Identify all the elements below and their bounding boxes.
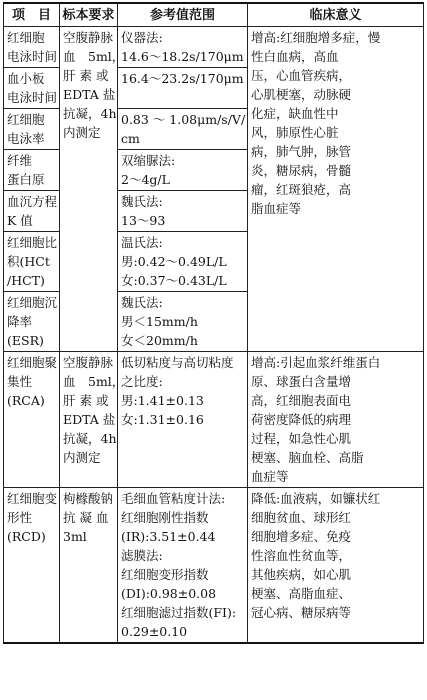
reference-line: 0.83 ～ 1.08μm/s/V/	[121, 112, 246, 127]
item-cell	[4, 68, 60, 109]
reference-line: 13～93	[121, 213, 166, 228]
significance-cell	[248, 352, 424, 488]
significance-line: 压，心血管疾病，	[251, 68, 352, 83]
significance-line: 梗塞、脑血栓、高脂	[251, 450, 364, 465]
reference-cell	[118, 109, 248, 150]
reference-line: 温氏法:	[121, 235, 163, 250]
item-line: 形性	[7, 510, 33, 525]
specimen-cell	[60, 488, 118, 644]
reference-line: 女＜20mm/h	[121, 333, 198, 348]
item-cell	[4, 191, 60, 232]
item-line: 降率	[7, 314, 33, 329]
specimen-line: 枸橼酸钠	[63, 491, 114, 506]
item-line: 红细胞聚	[7, 355, 58, 370]
item-line: 集性	[7, 374, 33, 389]
significance-line: 梗塞、高脂血症、	[251, 586, 352, 601]
item-cell	[4, 109, 60, 150]
reference-cell	[118, 352, 248, 488]
item-line: K 值	[7, 213, 33, 228]
item-line: (ESR)	[7, 333, 44, 348]
item-line: 血沉方程	[7, 194, 58, 209]
significance-line: 脂血症等	[251, 201, 302, 216]
item-line: 电泳时间	[7, 90, 58, 105]
significance-cell	[248, 27, 424, 352]
significance-line: 心肌梗塞，动脉硬	[251, 87, 352, 102]
reference-line: 魏氏法:	[121, 295, 163, 310]
specimen-line: 空腹静脉	[63, 355, 114, 370]
item-cell	[4, 352, 60, 488]
table-row	[4, 27, 424, 68]
specimen-line: EDTA 盐	[63, 412, 116, 427]
specimen-line: 血 5ml，	[63, 374, 125, 389]
reference-cell	[118, 292, 248, 352]
significance-line: 增高:红细胞增多症，慢	[251, 30, 381, 45]
significance-line: 过程，如急性心肌	[251, 431, 352, 446]
header-specimen: 标本要求	[60, 3, 118, 27]
significance-cell	[248, 488, 424, 644]
significance-line: 其他疾病，如心肌	[251, 567, 352, 582]
reference-line: 男＜15mm/h	[121, 314, 198, 329]
significance-line: 降低:血液病，如镰状红	[251, 491, 381, 506]
significance-line: 荷密度降低的病理	[251, 412, 352, 427]
reference-line: 0.29±0.10	[121, 624, 188, 639]
reference-line: (DI):0.98±0.08	[121, 586, 217, 601]
header-significance: 临床意义	[248, 3, 424, 27]
significance-line: 细胞增多症、免疫	[251, 529, 352, 544]
item-line: /HCT)	[7, 273, 45, 288]
reference-line: 双缩脲法:	[121, 153, 176, 168]
header-row	[4, 3, 424, 27]
reference-line: 毛细血管粘度计法:	[121, 491, 226, 506]
item-line: 红细胞	[7, 30, 45, 45]
item-line: 积(HCt	[7, 254, 50, 269]
reference-line: 红细胞刚性指数	[121, 510, 209, 525]
significance-line: 增高:引起血浆纤维蛋白	[251, 355, 381, 370]
item-line: 纤维	[7, 153, 33, 168]
reference-line: 仪器法:	[121, 30, 163, 45]
item-line: 电泳时间	[7, 49, 58, 64]
specimen-cell	[60, 27, 125, 352]
header-reference: 参考值范围	[118, 3, 248, 27]
specimen-cell	[60, 352, 125, 488]
specimen-line: EDTA 盐	[63, 87, 116, 102]
item-line: 血小板	[7, 71, 45, 86]
significance-line: 性溶血性贫血等，	[251, 548, 352, 563]
specimen-line: 抗 凝 血	[63, 510, 109, 525]
specimen-line: 内测定	[63, 125, 101, 140]
item-cell	[4, 150, 60, 191]
specimen-line: 空腹静脉	[63, 30, 114, 45]
item-cell	[4, 488, 60, 644]
reference-line: 男:0.42～0.49L/L	[121, 254, 227, 269]
reference-line: 14.6～18.2s/170μm	[121, 49, 244, 64]
reference-cell	[118, 68, 248, 109]
item-line: (RCD)	[7, 529, 46, 544]
significance-line: 血症等	[251, 469, 289, 484]
reference-cell	[118, 150, 248, 191]
specimen-line: 血 5ml，	[63, 49, 125, 64]
item-line: (RCA)	[7, 393, 45, 408]
significance-line: 冠心病、糖尿病等	[251, 605, 352, 620]
significance-line: 原、球蛋白含量增	[251, 374, 352, 389]
specimen-line: 抗凝，4h	[63, 106, 117, 121]
reference-line: 红细胞变形指数	[121, 567, 209, 582]
reference-line: (IR):3.51±0.44	[121, 529, 216, 544]
reference-cell	[118, 191, 248, 232]
reference-line: 之比度:	[121, 374, 163, 389]
item-line: 红细胞沉	[7, 295, 58, 310]
reference-line: 男:1.41±0.13	[121, 393, 204, 408]
reference-line: 16.4～23.2s/170μm	[121, 71, 244, 86]
item-cell	[4, 232, 60, 292]
table-row	[4, 488, 424, 644]
table-body	[4, 27, 424, 644]
reference-line: 女:1.31±0.16	[121, 412, 204, 427]
significance-line: 性白血病，高血	[251, 49, 339, 64]
item-line: 红细胞	[7, 112, 45, 127]
reference-line: 2～4g/L	[121, 172, 170, 187]
significance-line: 化症，缺血性中	[251, 106, 339, 121]
item-line: 电泳率	[7, 131, 45, 146]
reference-line: 魏氏法:	[121, 194, 163, 209]
significance-line: 瘤，红斑狼疮，高	[251, 182, 352, 197]
reference-line: 红细胞滤过指数(FI):	[121, 605, 237, 620]
item-cell	[4, 27, 60, 68]
item-line: 红细胞比	[7, 235, 58, 250]
significance-line: 病，肺气肿，脉管	[251, 144, 352, 159]
specimen-line: 肝 素 或	[63, 393, 109, 408]
specimen-line: 3ml	[63, 529, 87, 544]
table-row	[4, 352, 424, 488]
item-line: 红细胞变	[7, 491, 58, 506]
significance-line: 风，肺原性心脏	[251, 125, 339, 140]
specimen-line: 肝 素 或	[63, 68, 109, 83]
header-item: 项 目	[4, 3, 60, 27]
reference-line: cm	[121, 131, 140, 146]
reference-table	[3, 2, 424, 644]
reference-cell	[118, 488, 248, 644]
specimen-line: 内测定	[63, 450, 101, 465]
significance-line: 炎，糖尿病，骨髓	[251, 163, 352, 178]
specimen-line: 抗凝，4h	[63, 431, 117, 446]
reference-cell	[118, 232, 248, 292]
significance-line: 高，红细胞表面电	[251, 393, 352, 408]
reference-line: 滤膜法:	[121, 548, 163, 563]
reference-cell	[118, 27, 248, 68]
reference-line: 女:0.37～0.43L/L	[121, 273, 227, 288]
significance-line: 细胞贫血、球形红	[251, 510, 352, 525]
item-line: 蛋白原	[7, 172, 45, 187]
reference-line: 低切粘度与高切粘度	[121, 355, 234, 370]
item-cell	[4, 292, 60, 352]
